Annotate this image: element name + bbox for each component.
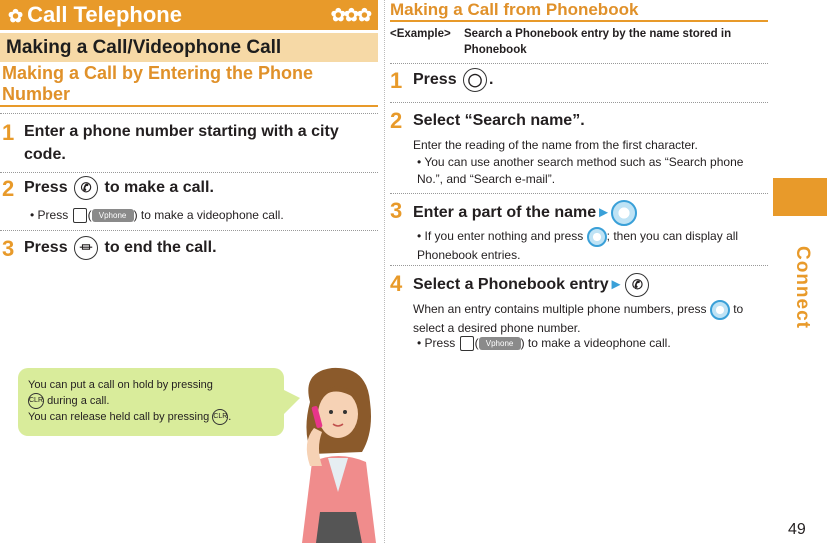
- chapter-tab-label: Connect: [792, 246, 813, 329]
- note-a: • Press: [30, 208, 69, 222]
- step-text-main: Select a Phonebook entry: [413, 276, 609, 294]
- chapter-tab: [773, 178, 827, 216]
- bubble-line: You can put a call on hold by pressing: [28, 379, 213, 391]
- clr-key-icon: CLR: [212, 409, 228, 425]
- note-a: When an entry contains multiple phone numbers, press: [413, 302, 707, 317]
- camera-key-icon: [73, 208, 87, 223]
- section-heading: Making a Call/Videophone Call: [0, 33, 378, 62]
- step-number: 3: [2, 236, 15, 261]
- hint-bubble: [18, 368, 284, 436]
- arrow-right-icon: ►: [596, 204, 612, 222]
- step-number: 1: [2, 120, 15, 145]
- note-b: (: [474, 336, 479, 350]
- step-text-b: .: [489, 71, 494, 89]
- step-note: Enter the reading of the name from the first character.: [413, 138, 698, 152]
- clr-key-icon: CLR: [28, 393, 44, 409]
- step-text: Enter a phone number starting with a city code.: [24, 123, 339, 163]
- example-text: Search a Phonebook entry by the name stored in Phonebook: [464, 28, 732, 56]
- call-key-icon: ✆: [74, 176, 98, 200]
- subsection-title: Making a Call from Phonebook: [390, 0, 639, 19]
- step-text: Select “Search name”.: [413, 112, 585, 129]
- end-call-key-icon: ⏛: [74, 236, 98, 260]
- step-text: [413, 273, 651, 297]
- bubble-text: during a call.: [47, 394, 110, 407]
- divider: [390, 265, 768, 266]
- note-c: ) to make a videophone call.: [133, 208, 284, 222]
- step-note: [413, 227, 765, 264]
- chapter-title: Call Telephone: [27, 2, 182, 27]
- example-tag: <Example>: [390, 28, 451, 40]
- divider: [0, 113, 378, 114]
- note-c: ) to make a videophone call.: [520, 336, 671, 350]
- arrow-right-icon: ►: [608, 276, 624, 294]
- note-a: • Press: [417, 336, 456, 350]
- bubble-text: You can release held call by pressing: [28, 410, 210, 423]
- note-b: (: [87, 208, 92, 222]
- divider: [390, 102, 768, 103]
- step-text-b: to end the call.: [104, 239, 217, 257]
- step-number: 3: [390, 198, 403, 223]
- subsection-title: Making a Call by Entering the Phone Number: [2, 63, 314, 104]
- note-a: • If you enter nothing and press: [417, 229, 584, 244]
- step-number: 4: [390, 271, 403, 296]
- step-text: [413, 68, 494, 92]
- divider: [390, 63, 768, 64]
- flower-decoration-icon: ✿✿✿: [330, 5, 370, 25]
- divider: [0, 230, 378, 231]
- bubble-line: [28, 393, 274, 409]
- menu-key-icon: ◯: [463, 68, 487, 92]
- bubble-text: .: [228, 410, 232, 423]
- step-text: [413, 200, 637, 226]
- divider: [390, 193, 768, 194]
- camera-key-icon: [460, 336, 474, 351]
- step-note: • You can use another search method such as “Search phone No.”, and “Search e-mail”.: [417, 155, 744, 186]
- vphone-softkey-icon: Vphone: [479, 337, 521, 350]
- step-text: [24, 176, 376, 200]
- step-text-main: Enter a part of the name: [413, 204, 597, 222]
- page-number: 49: [788, 521, 806, 538]
- flower-icon: ✿: [8, 6, 24, 26]
- chapter-title-bar: [0, 0, 378, 30]
- note-b: ; then you can display all Phonebook entries.: [417, 229, 739, 262]
- step-text-a: Press: [24, 179, 68, 197]
- step-note: [30, 207, 375, 223]
- subsection-rule: [390, 20, 768, 22]
- navigation-key-icon: [710, 300, 730, 320]
- step-text-b: to make a call.: [104, 179, 214, 197]
- step-note: [413, 335, 765, 352]
- call-key-icon: ✆: [625, 273, 649, 297]
- column-divider: [384, 0, 385, 543]
- subsection-rule: [0, 105, 378, 107]
- divider: [0, 172, 378, 173]
- step-text-a: Press: [413, 71, 457, 89]
- step-text-a: Press: [24, 239, 68, 257]
- step-number: 1: [390, 68, 403, 93]
- woman-on-phone-illustration: [292, 362, 382, 543]
- note-b: to select a desired phone number.: [413, 302, 744, 335]
- bubble-line: [28, 409, 274, 425]
- vphone-softkey-icon: Vphone: [92, 209, 134, 222]
- step-text: [24, 236, 376, 260]
- step-number: 2: [2, 176, 15, 201]
- step-note: [413, 300, 765, 337]
- step-number: 2: [390, 108, 403, 133]
- navigation-key-icon: [587, 227, 607, 247]
- navigation-key-icon: [611, 200, 637, 226]
